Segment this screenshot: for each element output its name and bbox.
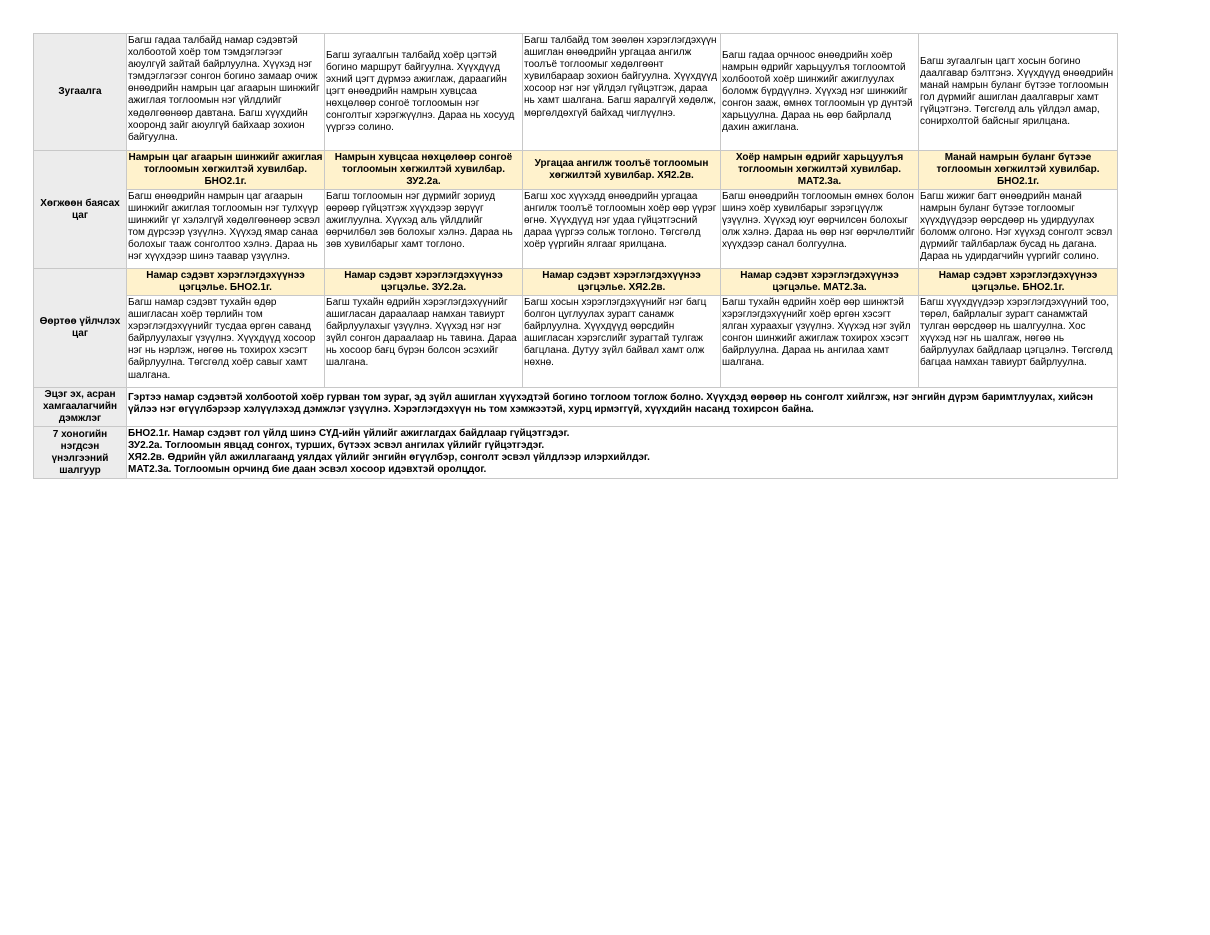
- own-cell-mon: Багш намар сэдэвт тухайн өдөр ашигласан хоёр төрлийн том хэрэглэгдэхүүнийг тусдаа өргөн саванд байрлуулахыг үзүүлнэ. Хүүхдүүд хосоор нэг нь нэрлэж, нөгөө нь тохирох хэсэгт байрлуулна. Төгсгөлд хоёр савыг хамт шалгана.: [127, 296, 325, 388]
- free-cell-tue-text: Багш тоглоомын нэг дүрмийг зориуд өөрөөр гүйцэтгэж хүүхдээр зөрүүг ажиглуулна. Хүүхэд аль үйлдлийг өөрчилбөл зөв болохыг хэлнэ. Дараа нь зөв хувилбарыг хамт тоглоно.: [326, 191, 513, 251]
- own-title-mon: Намар сэдэвт хэрэглэгдэхүүнээ цэгцэлье. БНО2.1г.: [127, 269, 325, 296]
- free-title-thu: Хоёр намрын өдрийг харьцуулъя тоглоомын хөгжилтэй хувилбар. МАТ2.3а.: [721, 151, 919, 190]
- walk-cell-thu: Багш гадаа орчноос өнөөдрийн хоёр намрын өдрийг харьцуулъя тоглоомтой холбоотой хоёр шинжийг ажиглуулах боломж бүрдүүлнэ. Хүүхэд нэг шинжийг сонгон зааж, өмнөх тоглоомын үр дүнтэй харьцуулна. Дараа нь өөр байрлалд дахин ажиглана.: [721, 34, 919, 151]
- free-cell-fri-text: Багш жижиг багт өнөөдрийн манай намрын буланг бүтээе тоглоомыг хүүхдүүдээр өөрсдөөр нь удирдуулах боломж олгоно. Нэг хүүхэд сонголт эсвэл дүрмийг тайлбарлаж бусад нь дагана. Дараа нь удирдагчийн үүргийг солино.: [920, 191, 1113, 263]
- criteria-item: МАТ2.3а. Тоглоомын орчинд бие даан эсвэл хосоор идэвхтэй оролцдог.: [128, 464, 487, 476]
- own-cell-thu: Багш тухайн өдрийн хоёр өөр шинжтэй хэрэглэгдэхүүнийг хоёр өргөн хэсэгт ялган хураахыг үзүүлнэ. Хүүхэд нэг зүйл сонгон шинжийг ажиглаж тохирох хэсэгт байрлуулна. Дараа нь ангилаа хамт шалгана.: [721, 296, 919, 388]
- own-title-tue: Намар сэдэвт хэрэглэгдэхүүнээ цэгцэлье. ЗУ2.2а.: [325, 269, 523, 296]
- free-title-fri: Манай намрын буланг бүтээе тоглоомын хөгжилтэй хувилбар. БНО2.1г.: [919, 151, 1118, 190]
- row-label-own: Өөртөө үйлчлэх цаг: [34, 269, 127, 388]
- own-cell-tue: Багш тухайн өдрийн хэрэглэгдэхүүнийг ашигласан дараалаар намхан тавиурт байрлуулахыг үзүүлнэ. Хүүхэд нэг нэг зүйл сонгон дараалаар нь тавина. Дараа нь хосоор бағц бүрэн болсон эсэхийг шалгана.: [325, 296, 523, 388]
- own-cell-fri: Багш хүүхдүүдээр хэрэглэгдэхүүний тоо, төрөл, байрлалыг зурагт санамжтай тулган өөрсдөөр нь шалгуулна. Хос хүүхэд нэг нь шалгаж, нөгөө нь байрлуулах байдлаар цэгцэлнэ. Төгсгөлд багцаа намхан тавиурт байрлуулна.: [919, 296, 1118, 388]
- free-cell-thu: [721, 190, 919, 269]
- walk-cell-wed: Багш талбайд том зөөлөн хэрэглэгдэхүүн ашиглан өнөөдрийн ургацаа ангилж тоолъё тоглоомыг хөдөлгөөнт хувилбараар зохион байгуулна. Хүүхдүүд хосоор нэг нэг үйлдэл гүйцэтгэж, дараа нь хамт шалгана. Багш яаралгүй хөдөлж, мөргөлдөхгүй байхад чиглүүлнэ.: [523, 34, 721, 151]
- row-parents: [34, 388, 1118, 427]
- own-cell-wed: Багш хосын хэрэглэгдэхүүнийг нэг багц болгон цуглуулах зурагт санамж байрлуулна. Хүүхдүүд өөрсдийн ашигласан хэрэгслийг зурагтай тулгаж багцлана. Дутуу зүйл байвал хамт олж нөхнө.: [523, 296, 721, 388]
- free-cell-mon-text: Багш өнөөдрийн намрын цаг агаарын шинжийг ажиглая тоглоомын нэг тулхүүр шинжийг үг хэлэлгүй хөдөлгөөнөөр эсвэл том дүрсээр үзүүлнэ. Хүүхэд ямар санаа болохыг тааж сонголтоо хэлнэ. Дараа нь нэг хүүхдээр шинэ таавар үзүүлнэ.: [128, 191, 320, 263]
- criteria-item: ЗУ2.2а. Тоглоомын явцад сонгох, турших, бүтээх эсвэл ангилах үйлийг гүйцэтгэдэг.: [128, 440, 545, 452]
- row-criteria: [34, 427, 1118, 479]
- own-title-thu: Намар сэдэвт хэрэглэгдэхүүнээ цэгцэлье. МАТ2.3а.: [721, 269, 919, 296]
- free-cell-thu-text: Багш өнөөдрийн тоглоомын өмнөх болон шинэ хоёр хувилбарыг зэрэгцүүлж үзүүлнэ. Хүүхэд юуг өөрчилсөн болохыг олж хэлнэ. Дараа нь өөр нэг өөрчлөлтийг хүүхдээр санал болгуулна.: [722, 191, 915, 251]
- row-walk: [34, 34, 1118, 151]
- walk-cell-tue: Багш зугаалгын талбайд хоёр цэгтэй богино маршрут байгуулна. Хүүхдүүд эхний цэгт дүрмээ ажиглаж, дараагийн цэгт өнөөдрийн намрын хувцсаа нөхцөлөөр сонгоё тоглоомын нэг сонголтыг хэрэгжүүлнэ. Дараа нь хосууд үүргээ солино.: [325, 34, 523, 151]
- walk-cell-mon: Багш гадаа талбайд намар сэдэвтэй холбоотой хоёр том тэмдэглэгээг аюулгүй зайтай байрлуулна. Хүүхэд нэг тэмдэглэгээг сонгон богино замаар очиж өнөөдрийн намрын цаг агаарын шинжийг ажиглая тоглоомын нэг үйлдлийг хөдөлгөөнөөр давтана. Багш хүүхдийн хооронд зайг аюулгүй байхаар зохион байгуулна.: [127, 34, 325, 151]
- own-title-wed: Намар сэдэвт хэрэглэгдэхүүнээ цэгцэлье. ХЯ2.2в.: [523, 269, 721, 296]
- free-cell-wed: [523, 190, 721, 269]
- free-cell-wed-text: Багш хос хүүхэдд өнөөдрийн ургацаа ангилж тоолъё тоглоомын хоёр өөр үүрэг өгнө. Хүүхдүүд нэг удаа гүйцэтгэсний дараа үүргээ сольж тоглоно. Төгсгөлд хоёр үүргийн ялгааг ярилцана.: [524, 191, 717, 251]
- walk-cell-fri: Багш зугаалгын цагт хосын богино даалгавар бэлтгэнэ. Хүүхдүүд өнөөдрийн манай намрын буланг бүтээе тоглоомын гол дүрмийг ашиглан даалгаврыг хамт гүйцэтгэнэ. Төгсгөлд аль үйлдэл амар, сонирхолтой байсныг ярилцана.: [919, 34, 1118, 151]
- row-label-criteria: 7 хоногийн нэгдсэн үнэлгээний шалгуур: [34, 427, 127, 479]
- free-title-wed: Ургацаа ангилж тоолъё тоглоомын хөгжилтэй хувилбар. ХЯ2.2в.: [523, 151, 721, 190]
- row-label-walk: Зугаалга: [34, 34, 127, 151]
- row-free-titles: [34, 151, 1118, 190]
- row-label-parents: Эцэг эх, асран хамгаалагчийн дэмжлэг: [34, 388, 127, 427]
- row-own-cells: [34, 296, 1118, 388]
- free-cell-mon: [127, 190, 325, 269]
- row-free-cells: [34, 190, 1118, 269]
- own-title-fri: Намар сэдэвт хэрэглэгдэхүүнээ цэгцэлье. БНО2.1г.: [919, 269, 1118, 296]
- criteria-item: БНО2.1г. Намар сэдэвт гол үйлд шинэ СҮД-ийн үйлийг ажиглагдах байдлаар гүйцэтгэдэг.: [128, 428, 570, 439]
- free-cell-tue: [325, 190, 523, 269]
- row-label-free: Хөгжөөн баясах цаг: [34, 151, 127, 269]
- row-own-titles: [34, 269, 1118, 296]
- criteria-list: [127, 427, 1118, 479]
- free-cell-fri: [919, 190, 1118, 269]
- free-title-mon: Намрын цаг агаарын шинжийг ажиглая тоглоомын хөгжилтэй хувилбар. БНО2.1г.: [127, 151, 325, 190]
- weekly-plan-table: [33, 33, 1118, 479]
- free-title-tue: Намрын хувцсаа нөхцөлөөр сонгоё тоглоомын хөгжилтэй хувилбар. ЗУ2.2а.: [325, 151, 523, 190]
- parents-text: Гэртээ намар сэдэвтэй холбоотой хоёр гурван том зураг, эд зүйл ашиглан хүүхэдтэй богино тоглоом тоглож болно. Хүүхдэд өөрөөр нь сонголт хийлгэж, нэг энгийн дүрэм баримтлуулах, хийсэн үйлээ нэг өгүүлбэрээр хэлүүлэхэд дэмжлэг үзүүлнэ. Хэрэглэгдэхүүн нь том хэмжээтэй, хурц ирмэггүй, хүүхдийн насанд тохирсон байна.: [127, 388, 1118, 427]
- criteria-item: ХЯ2.2в. Өдрийн үйл ажиллагаанд уялдах үйлийг энгийн өгүүлбэр, сонголт эсвэл үйлдлээр илэрхийлдэг.: [128, 452, 650, 464]
